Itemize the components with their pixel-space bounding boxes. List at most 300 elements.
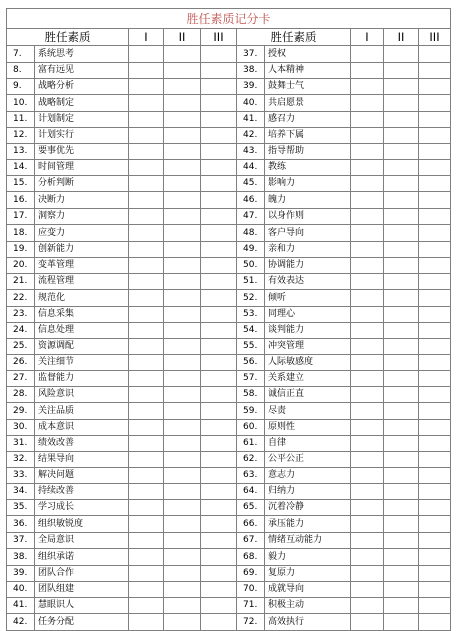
- score-cell-level-3-right[interactable]: [419, 420, 451, 436]
- score-cell-level-3-left[interactable]: [201, 484, 237, 500]
- competency-name-left: 团队组建: [35, 582, 129, 598]
- table-row: [7, 371, 451, 387]
- score-cell-level-2-right[interactable]: [384, 307, 419, 323]
- score-cell-level-3-right[interactable]: [419, 436, 451, 452]
- score-cell-level-1-right[interactable]: [351, 355, 384, 371]
- score-cell-level-1-left[interactable]: [129, 176, 164, 192]
- score-cell-level-1-right[interactable]: [351, 128, 384, 144]
- score-cell-level-1-right[interactable]: [351, 500, 384, 516]
- competency-name-right: 人际敏感度: [265, 355, 351, 371]
- score-cell-level-1-left[interactable]: [129, 192, 164, 209]
- score-cell-level-1-left[interactable]: [129, 598, 164, 614]
- competency-number-right: 70.: [237, 582, 265, 598]
- score-cell-level-3-right[interactable]: [419, 387, 451, 403]
- score-cell-level-3-left[interactable]: [201, 452, 237, 468]
- score-cell-level-3-right[interactable]: [419, 290, 451, 307]
- score-cell-level-1-right[interactable]: [351, 144, 384, 160]
- score-cell-level-2-left[interactable]: [164, 549, 201, 566]
- table-row: [7, 355, 451, 371]
- score-cell-level-1-left[interactable]: [129, 371, 164, 387]
- competency-number-left: 12.: [7, 128, 35, 144]
- competency-number-right: 45.: [237, 176, 265, 192]
- score-cell-level-2-right[interactable]: [384, 582, 419, 598]
- score-cell-level-1-right[interactable]: [351, 95, 384, 112]
- competency-name-left: 学习成长: [35, 500, 129, 516]
- competency-number-right: 43.: [237, 144, 265, 160]
- score-cell-level-3-left[interactable]: [201, 95, 237, 112]
- score-cell-level-1-right[interactable]: [351, 176, 384, 192]
- competency-number-right: 67.: [237, 533, 265, 549]
- score-cell-level-1-left[interactable]: [129, 307, 164, 323]
- competency-number-right: 53.: [237, 307, 265, 323]
- score-cell-level-2-left[interactable]: [164, 209, 201, 225]
- competency-name-left: 成本意识: [35, 420, 129, 436]
- score-cell-level-3-left[interactable]: [201, 339, 237, 355]
- score-cell-level-2-left[interactable]: [164, 144, 201, 160]
- score-cell-level-3-right[interactable]: [419, 46, 451, 63]
- score-cell-level-2-left[interactable]: [164, 355, 201, 371]
- score-cell-level-1-left[interactable]: [129, 436, 164, 452]
- score-cell-level-1-right[interactable]: [351, 468, 384, 484]
- competency-name-right: 高效执行: [265, 614, 351, 631]
- competency-number-left: 41.: [7, 598, 35, 614]
- competency-number-right: 46.: [237, 192, 265, 209]
- score-cell-level-2-left[interactable]: [164, 582, 201, 598]
- score-cell-level-1-left[interactable]: [129, 484, 164, 500]
- competency-number-left: 32.: [7, 452, 35, 468]
- score-cell-level-1-left[interactable]: [129, 63, 164, 79]
- score-cell-level-3-left[interactable]: [201, 598, 237, 614]
- competency-number-left: 33.: [7, 468, 35, 484]
- score-cell-level-2-left[interactable]: [164, 192, 201, 209]
- score-cell-level-2-right[interactable]: [384, 192, 419, 209]
- score-cell-level-1-left[interactable]: [129, 403, 164, 420]
- score-cell-level-1-right[interactable]: [351, 63, 384, 79]
- competency-number-right: 56.: [237, 355, 265, 371]
- score-cell-level-1-right[interactable]: [351, 339, 384, 355]
- score-cell-level-3-right[interactable]: [419, 307, 451, 323]
- score-cell-level-2-left[interactable]: [164, 452, 201, 468]
- score-cell-level-1-right[interactable]: [351, 549, 384, 566]
- score-cell-level-2-left[interactable]: [164, 160, 201, 176]
- score-cell-level-3-right[interactable]: [419, 95, 451, 112]
- score-cell-level-2-right[interactable]: [384, 355, 419, 371]
- score-cell-level-3-right[interactable]: [419, 598, 451, 614]
- score-cell-level-3-left[interactable]: [201, 420, 237, 436]
- score-cell-level-2-right[interactable]: [384, 176, 419, 192]
- score-cell-level-1-left[interactable]: [129, 79, 164, 95]
- score-cell-level-2-right[interactable]: [384, 128, 419, 144]
- score-cell-level-2-right[interactable]: [384, 225, 419, 242]
- score-cell-level-2-left[interactable]: [164, 420, 201, 436]
- score-cell-level-2-right[interactable]: [384, 371, 419, 387]
- score-cell-level-1-right[interactable]: [351, 436, 384, 452]
- score-cell-level-3-left[interactable]: [201, 112, 237, 128]
- score-cell-level-2-right[interactable]: [384, 112, 419, 128]
- score-cell-level-3-right[interactable]: [419, 192, 451, 209]
- score-cell-level-3-left[interactable]: [201, 500, 237, 516]
- score-cell-level-3-left[interactable]: [201, 355, 237, 371]
- competency-number-left: 13.: [7, 144, 35, 160]
- score-cell-level-1-left[interactable]: [129, 46, 164, 63]
- table-row: [7, 468, 451, 484]
- score-cell-level-2-right[interactable]: [384, 160, 419, 176]
- competency-name-right: 谈判能力: [265, 323, 351, 339]
- score-cell-level-1-right[interactable]: [351, 46, 384, 63]
- score-cell-level-1-left[interactable]: [129, 160, 164, 176]
- score-cell-level-2-right[interactable]: [384, 403, 419, 420]
- score-cell-level-1-right[interactable]: [351, 420, 384, 436]
- competency-number-left: 34.: [7, 484, 35, 500]
- score-cell-level-3-left[interactable]: [201, 225, 237, 242]
- score-cell-level-3-right[interactable]: [419, 403, 451, 420]
- competency-name-left: 资源调配: [35, 339, 129, 355]
- score-cell-level-1-left[interactable]: [129, 582, 164, 598]
- score-cell-level-3-left[interactable]: [201, 192, 237, 209]
- competency-number-left: 36.: [7, 516, 35, 533]
- score-cell-level-1-left[interactable]: [129, 144, 164, 160]
- competency-name-right: 公平公正: [265, 452, 351, 468]
- score-cell-level-1-left[interactable]: [129, 549, 164, 566]
- score-cell-level-1-right[interactable]: [351, 323, 384, 339]
- competency-name-left: 系统思考: [35, 46, 129, 63]
- score-cell-level-1-left[interactable]: [129, 468, 164, 484]
- score-cell-level-3-left[interactable]: [201, 209, 237, 225]
- score-cell-level-1-right[interactable]: [351, 582, 384, 598]
- score-cell-level-1-right[interactable]: [351, 371, 384, 387]
- competency-name-right: 协调能力: [265, 258, 351, 274]
- score-cell-level-3-right[interactable]: [419, 339, 451, 355]
- competency-number-left: 22.: [7, 290, 35, 307]
- score-cell-level-1-left[interactable]: [129, 274, 164, 290]
- competency-name-right: 成就导向: [265, 582, 351, 598]
- competency-name-right: 诚信正直: [265, 387, 351, 403]
- score-cell-level-2-right[interactable]: [384, 144, 419, 160]
- score-cell-level-2-left[interactable]: [164, 533, 201, 549]
- score-cell-level-1-right[interactable]: [351, 387, 384, 403]
- score-cell-level-3-right[interactable]: [419, 128, 451, 144]
- score-cell-level-1-left[interactable]: [129, 258, 164, 274]
- score-cell-level-2-left[interactable]: [164, 468, 201, 484]
- competency-name-right: 沉着冷静: [265, 500, 351, 516]
- score-cell-level-1-right[interactable]: [351, 516, 384, 533]
- competency-number-left: 9.: [7, 79, 35, 95]
- score-cell-level-1-left[interactable]: [129, 339, 164, 355]
- score-cell-level-3-right[interactable]: [419, 500, 451, 516]
- header-level-3-left: III: [201, 29, 237, 46]
- competency-name-right: 毅力: [265, 549, 351, 566]
- score-cell-level-1-right[interactable]: [351, 242, 384, 258]
- score-cell-level-2-left[interactable]: [164, 500, 201, 516]
- score-cell-level-2-right[interactable]: [384, 420, 419, 436]
- score-cell-level-3-right[interactable]: [419, 549, 451, 566]
- score-cell-level-1-right[interactable]: [351, 452, 384, 468]
- score-cell-level-1-left[interactable]: [129, 500, 164, 516]
- score-cell-level-2-right[interactable]: [384, 63, 419, 79]
- score-cell-level-3-right[interactable]: [419, 484, 451, 500]
- score-cell-level-3-right[interactable]: [419, 160, 451, 176]
- score-cell-level-3-right[interactable]: [419, 79, 451, 95]
- competency-name-left: 监督能力: [35, 371, 129, 387]
- competency-number-left: 24.: [7, 323, 35, 339]
- table-row: [7, 192, 451, 209]
- score-cell-level-3-right[interactable]: [419, 242, 451, 258]
- competency-number-right: 62.: [237, 452, 265, 468]
- score-cell-level-3-left[interactable]: [201, 242, 237, 258]
- competency-name-right: 亲和力: [265, 242, 351, 258]
- score-cell-level-2-right[interactable]: [384, 95, 419, 112]
- score-cell-level-2-right[interactable]: [384, 242, 419, 258]
- score-cell-level-1-left[interactable]: [129, 387, 164, 403]
- competency-name-left: 应变力: [35, 225, 129, 242]
- score-cell-level-3-left[interactable]: [201, 46, 237, 63]
- score-cell-level-2-right[interactable]: [384, 290, 419, 307]
- competency-name-left: 创新能力: [35, 242, 129, 258]
- score-cell-level-3-left[interactable]: [201, 582, 237, 598]
- score-cell-level-3-right[interactable]: [419, 258, 451, 274]
- score-cell-level-1-left[interactable]: [129, 290, 164, 307]
- competency-name-right: 以身作则: [265, 209, 351, 225]
- competency-number-left: 38.: [7, 549, 35, 566]
- score-cell-level-3-right[interactable]: [419, 468, 451, 484]
- score-cell-level-1-left[interactable]: [129, 128, 164, 144]
- score-cell-level-3-left[interactable]: [201, 566, 237, 582]
- score-cell-level-1-right[interactable]: [351, 79, 384, 95]
- score-cell-level-2-left[interactable]: [164, 403, 201, 420]
- score-cell-level-3-left[interactable]: [201, 323, 237, 339]
- competency-number-right: 66.: [237, 516, 265, 533]
- table-row: [7, 403, 451, 420]
- score-cell-level-2-right[interactable]: [384, 549, 419, 566]
- score-cell-level-1-right[interactable]: [351, 192, 384, 209]
- score-cell-level-2-left[interactable]: [164, 63, 201, 79]
- competency-name-left: 分析判断: [35, 176, 129, 192]
- score-cell-level-2-left[interactable]: [164, 598, 201, 614]
- score-cell-level-3-left[interactable]: [201, 549, 237, 566]
- competency-number-right: 65.: [237, 500, 265, 516]
- competency-number-left: 19.: [7, 242, 35, 258]
- score-cell-level-1-left[interactable]: [129, 355, 164, 371]
- competency-number-left: 31.: [7, 436, 35, 452]
- score-cell-level-3-left[interactable]: [201, 128, 237, 144]
- competency-number-left: 18.: [7, 225, 35, 242]
- score-cell-level-2-right[interactable]: [384, 598, 419, 614]
- score-cell-level-2-right[interactable]: [384, 500, 419, 516]
- score-cell-level-3-right[interactable]: [419, 355, 451, 371]
- score-cell-level-3-left[interactable]: [201, 290, 237, 307]
- score-cell-level-3-left[interactable]: [201, 160, 237, 176]
- competency-name-right: 人本精神: [265, 63, 351, 79]
- score-cell-level-3-right[interactable]: [419, 371, 451, 387]
- score-cell-level-1-right[interactable]: [351, 566, 384, 582]
- competency-name-right: 培养下属: [265, 128, 351, 144]
- score-cell-level-2-right[interactable]: [384, 339, 419, 355]
- score-cell-level-1-right[interactable]: [351, 290, 384, 307]
- score-cell-level-2-left[interactable]: [164, 225, 201, 242]
- score-cell-level-1-right[interactable]: [351, 112, 384, 128]
- score-cell-level-1-right[interactable]: [351, 274, 384, 290]
- score-cell-level-2-left[interactable]: [164, 258, 201, 274]
- score-cell-level-3-left[interactable]: [201, 533, 237, 549]
- score-cell-level-2-left[interactable]: [164, 307, 201, 323]
- competency-number-left: 20.: [7, 258, 35, 274]
- scorecard-table: [6, 8, 451, 631]
- score-cell-level-1-left[interactable]: [129, 533, 164, 549]
- competency-number-left: 35.: [7, 500, 35, 516]
- score-cell-level-3-left[interactable]: [201, 387, 237, 403]
- score-cell-level-2-left[interactable]: [164, 323, 201, 339]
- score-cell-level-3-right[interactable]: [419, 566, 451, 582]
- competency-number-right: 59.: [237, 403, 265, 420]
- header-competency-left: 胜任素质: [7, 29, 129, 46]
- score-cell-level-2-right[interactable]: [384, 436, 419, 452]
- score-cell-level-2-right[interactable]: [384, 46, 419, 63]
- score-cell-level-3-left[interactable]: [201, 258, 237, 274]
- table-row: [7, 225, 451, 242]
- score-cell-level-1-right[interactable]: [351, 403, 384, 420]
- score-cell-level-1-left[interactable]: [129, 242, 164, 258]
- competency-rows: [7, 46, 451, 631]
- competency-name-right: 原则性: [265, 420, 351, 436]
- score-cell-level-2-left[interactable]: [164, 387, 201, 403]
- header-level-1-left: I: [129, 29, 164, 46]
- competency-number-right: 57.: [237, 371, 265, 387]
- score-cell-level-2-right[interactable]: [384, 533, 419, 549]
- table-row: [7, 323, 451, 339]
- score-cell-level-1-left[interactable]: [129, 225, 164, 242]
- score-cell-level-1-left[interactable]: [129, 112, 164, 128]
- score-cell-level-2-right[interactable]: [384, 516, 419, 533]
- score-cell-level-1-right[interactable]: [351, 209, 384, 225]
- header-level-2-right: II: [384, 29, 419, 46]
- competency-name-left: 洞察力: [35, 209, 129, 225]
- score-cell-level-3-right[interactable]: [419, 176, 451, 192]
- score-cell-level-2-right[interactable]: [384, 79, 419, 95]
- score-cell-level-2-left[interactable]: [164, 79, 201, 95]
- competency-number-right: 49.: [237, 242, 265, 258]
- score-cell-level-3-left[interactable]: [201, 176, 237, 192]
- score-cell-level-3-right[interactable]: [419, 452, 451, 468]
- score-cell-level-3-right[interactable]: [419, 533, 451, 549]
- competency-number-right: 40.: [237, 95, 265, 112]
- score-cell-level-1-left[interactable]: [129, 452, 164, 468]
- score-cell-level-3-left[interactable]: [201, 274, 237, 290]
- table-row: [7, 420, 451, 436]
- competency-name-left: 持续改善: [35, 484, 129, 500]
- score-cell-level-3-left[interactable]: [201, 79, 237, 95]
- score-cell-level-3-left[interactable]: [201, 371, 237, 387]
- score-cell-level-1-right[interactable]: [351, 258, 384, 274]
- score-cell-level-3-right[interactable]: [419, 209, 451, 225]
- score-cell-level-2-left[interactable]: [164, 371, 201, 387]
- score-cell-level-3-right[interactable]: [419, 582, 451, 598]
- score-cell-level-3-left[interactable]: [201, 436, 237, 452]
- competency-name-left: 信息采集: [35, 307, 129, 323]
- competency-number-right: 71.: [237, 598, 265, 614]
- competency-name-left: 计划实行: [35, 128, 129, 144]
- score-cell-level-3-right[interactable]: [419, 112, 451, 128]
- score-cell-level-1-left[interactable]: [129, 516, 164, 533]
- score-cell-level-3-left[interactable]: [201, 403, 237, 420]
- score-cell-level-2-right[interactable]: [384, 258, 419, 274]
- table-row: [7, 144, 451, 160]
- score-cell-level-3-left[interactable]: [201, 144, 237, 160]
- score-cell-level-2-left[interactable]: [164, 274, 201, 290]
- score-cell-level-3-right[interactable]: [419, 274, 451, 290]
- score-cell-level-2-left[interactable]: [164, 290, 201, 307]
- header-level-1-right: I: [351, 29, 384, 46]
- score-cell-level-3-right[interactable]: [419, 516, 451, 533]
- score-cell-level-1-left[interactable]: [129, 323, 164, 339]
- competency-name-right: 承压能力: [265, 516, 351, 533]
- score-cell-level-2-right[interactable]: [384, 274, 419, 290]
- competency-number-right: 44.: [237, 160, 265, 176]
- score-cell-level-2-left[interactable]: [164, 46, 201, 63]
- score-cell-level-2-left[interactable]: [164, 566, 201, 582]
- score-cell-level-1-left[interactable]: [129, 95, 164, 112]
- score-cell-level-2-left[interactable]: [164, 436, 201, 452]
- table-row: [7, 46, 451, 63]
- competency-number-left: 28.: [7, 387, 35, 403]
- table-row: [7, 436, 451, 452]
- score-cell-level-1-right[interactable]: [351, 484, 384, 500]
- table-row: [7, 307, 451, 323]
- table-row: [7, 582, 451, 598]
- score-cell-level-2-right[interactable]: [384, 387, 419, 403]
- table-row: [7, 598, 451, 614]
- score-cell-level-3-right[interactable]: [419, 225, 451, 242]
- score-cell-level-2-left[interactable]: [164, 128, 201, 144]
- score-cell-level-3-right[interactable]: [419, 144, 451, 160]
- score-cell-level-2-left[interactable]: [164, 95, 201, 112]
- table-row: [7, 258, 451, 274]
- score-cell-level-1-right[interactable]: [351, 307, 384, 323]
- score-cell-level-3-left[interactable]: [201, 63, 237, 79]
- score-cell-level-2-right[interactable]: [384, 323, 419, 339]
- score-cell-level-1-left[interactable]: [129, 566, 164, 582]
- header-level-3-right: III: [419, 29, 451, 46]
- competency-name-right: 客户导向: [265, 225, 351, 242]
- score-cell-level-1-left[interactable]: [129, 420, 164, 436]
- score-cell-level-2-left[interactable]: [164, 112, 201, 128]
- score-cell-level-1-right[interactable]: [351, 225, 384, 242]
- score-cell-level-1-right[interactable]: [351, 533, 384, 549]
- competency-name-right: 教练: [265, 160, 351, 176]
- competency-name-left: 变革管理: [35, 258, 129, 274]
- score-cell-level-3-right[interactable]: [419, 323, 451, 339]
- score-cell-level-2-left[interactable]: [164, 242, 201, 258]
- score-cell-level-3-left[interactable]: [201, 307, 237, 323]
- score-cell-level-2-left[interactable]: [164, 339, 201, 355]
- score-cell-level-3-left[interactable]: [201, 468, 237, 484]
- score-cell-level-2-right[interactable]: [384, 452, 419, 468]
- score-cell-level-2-left[interactable]: [164, 484, 201, 500]
- score-cell-level-3-left[interactable]: [201, 516, 237, 533]
- score-cell-level-2-right[interactable]: [384, 468, 419, 484]
- competency-number-left: 17.: [7, 209, 35, 225]
- score-cell-level-1-left[interactable]: [129, 209, 164, 225]
- competency-number-left: 23.: [7, 307, 35, 323]
- score-cell-level-3-right[interactable]: [419, 63, 451, 79]
- score-cell-level-2-right[interactable]: [384, 484, 419, 500]
- score-cell-level-2-left[interactable]: [164, 176, 201, 192]
- table-row: [7, 274, 451, 290]
- score-cell-level-2-right[interactable]: [384, 209, 419, 225]
- score-cell-level-1-right[interactable]: [351, 598, 384, 614]
- score-cell-level-1-right[interactable]: [351, 160, 384, 176]
- score-cell-level-2-right[interactable]: [384, 566, 419, 582]
- score-cell-level-2-left[interactable]: [164, 516, 201, 533]
